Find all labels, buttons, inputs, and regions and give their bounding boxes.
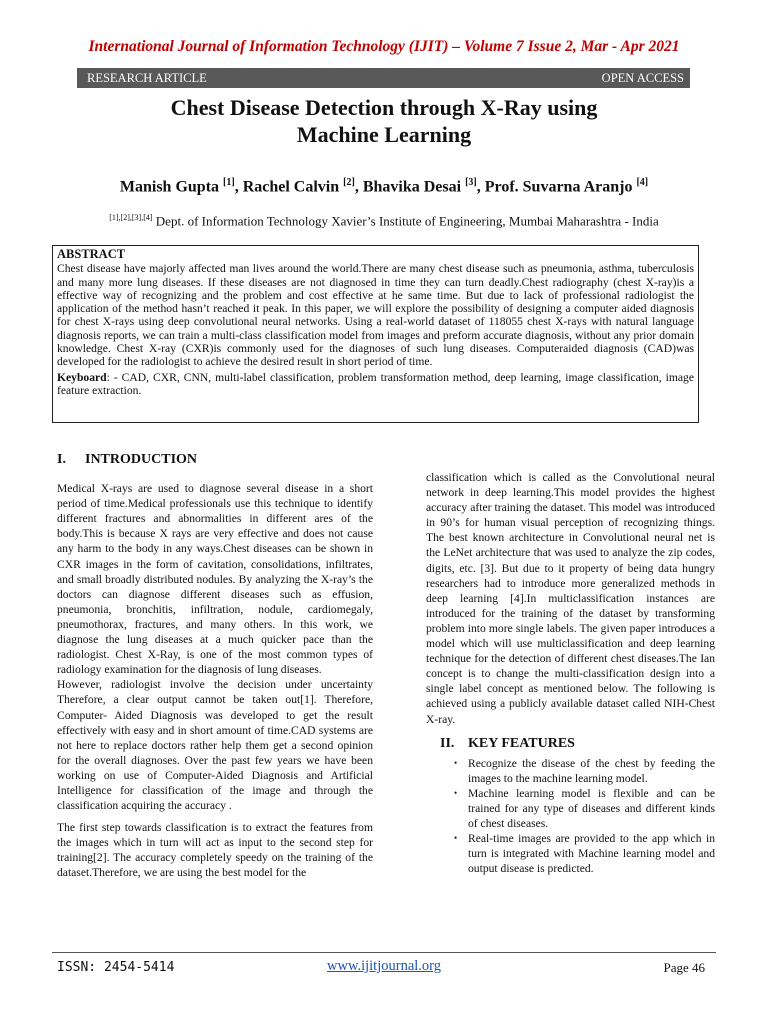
author-name: Rachel Calvin <box>242 178 344 196</box>
section-title: KEY FEATURES <box>468 735 575 751</box>
list-item: • Machine learning model is flexible and can be trained for any type of diseases and different kinds of chest diseases. <box>452 786 715 831</box>
abstract-heading: ABSTRACT <box>57 247 126 261</box>
title-line-2: Machine Learning <box>296 122 472 147</box>
left-column <box>57 452 373 881</box>
section-title: INTRODUCTION <box>85 452 198 467</box>
section-heading-introduction <box>57 452 373 467</box>
author-name: Manish Gupta <box>119 178 224 196</box>
author-sep: , <box>476 178 485 196</box>
list-item: • Real-time images are provided to the app which in turn is integrated with Machine learning model and output disease is predicted. <box>452 831 715 876</box>
abstract-box <box>52 245 699 423</box>
intro-paragraph-4: classification which is called as the Convolutional neural network in deep learning.This model provides the highest accuracy after training the dataset. This model was introduced in 90’s for human visual perception of recognizing things. The best known architecture in Convolutional neural net is the LeNet architecture that was used to analyze the zip codes, digits, etc. [3]. But due to it property of being data hungry researchers had to introduce more generalized methods in deep learning [4].In multiclassification instances are introduced for the training of the dataset by transforming problem into more single labels. The given paper introduces a model which will use multiclassification and deep learning technique for the detection of different chest diseases.The Ian concept is to change the multi-classification design into a single label concept as mentioned below. The following is achieved using a publicly available dataset called NIH-Chest X-ray. <box>426 471 715 726</box>
page-number: Page 46 <box>663 960 705 975</box>
section-number: II. <box>440 735 455 751</box>
author-sep: , <box>354 178 363 196</box>
section-number: I. <box>57 452 66 467</box>
right-column <box>426 470 715 876</box>
paper-title <box>0 94 768 148</box>
keywords-text: : - CAD, CXR, CNN, multi-label classification, problem transformation method, deep learning, image classification, image feature extraction. <box>57 370 694 397</box>
affiliation-text: Dept. of Information Technology Xavier’s Institute of Engineering, Mumbai Maharashtra - India <box>152 213 659 229</box>
author-name: Prof. Suvarna Aranjo <box>484 178 637 196</box>
author-ref: [3] <box>465 177 477 188</box>
section-heading-key-features <box>440 736 715 751</box>
author-ref: [1] <box>223 177 235 188</box>
intro-paragraph-2: However, radiologist involve the decision under uncertainty Therefore, a clear output cannot be taken out[1]. Therefore, Computer- Aided Diagnosis was developed to get the result effectively with easy and in short amount of time.CAD systems are not here to replace doctors rather help them get a second opinion for the overall diagnoses. Over the past few years we have been working on use of Computer-Aided Diagnosis and Artificial Intelligence for classification of the image and through the classification acquiring the accuracy . <box>57 678 373 813</box>
author-ref: [2] <box>343 177 355 188</box>
keywords-label: Keyboard <box>57 370 107 384</box>
affiliation <box>0 213 768 229</box>
author-name: Bhavika Desai <box>362 178 466 196</box>
list-item: • Recognize the disease of the chest by feeding the images to the machine learning model. <box>452 756 715 786</box>
abstract-body: Chest disease have majorly affected man lives around the world.There are many chest disease such as pneumonia, asthma, tuberculosis and many more lung diseases. If these diseases are not diagnosed in time they can turn deadly.Chest radiography (chest X-ray)is a effective way of recognizing and the problem and cost effective at he same time. But due to lack of professional radiologist the application of the method hasn’t reached it peak. In this paper, we will explore the possibility of designing a computer aided diagnosis for chest X-rays using deep convolutional neural networks. Using a real-world dataset of 118055 chest X-rays with natural language diagnosis reports, we can train a multi-class classification model from images and preform accurate diagnosis, without any prior domain knowledge. Chest X-ray (CXR)is commonly used for the diagnoses of such lung diseases. Computeraided diagnosis (CAD)was developed for the radiologist to achieve the desired result in short period of time. <box>57 262 694 369</box>
keywords <box>57 371 694 398</box>
affiliation-refs: [1],[2],[3],[4] <box>109 213 153 222</box>
intro-paragraph-1: Medical X-rays are used to diagnose several disease in a short period of time.Medical professionals use this technique to identify different fractures and abnormalities in different ares of the body.This is because X rays are very effective and does not cause any harm to the body in any ways.Chest diseases can be shown in CXR images in the form of cavitation, consolidations, infiltrates, and small broadly distributed nodules. By analyzing the X-ray’s the doctors can diagnose different diseases such as effusion, pneumonia, bronchitis, infiltration, nodule, cardiomegaly, pneumothorax, fractures, and many others. In this work, we diagnose the lung diseases at a much quicker pace than the radiologist. Chest X-Ray, is one of the most common types of radiology examination for the diagnosis of lung diseases. <box>57 482 373 677</box>
research-article-label: RESEARCH ARTICLE <box>87 71 207 85</box>
open-access-label: OPEN ACCESS <box>601 71 684 85</box>
journal-header: International Journal of Information Technology (IJIT) – Volume 7 Issue 2, Mar - Apr 2021 <box>88 38 680 55</box>
footer-divider <box>52 952 716 953</box>
author-sep: , <box>234 178 243 196</box>
author-ref: [4] <box>636 177 649 188</box>
key-features-list <box>426 756 715 877</box>
title-line-1: Chest Disease Detection through X-Ray using <box>170 95 598 120</box>
issn: ISSN: 2454-5414 <box>57 960 175 975</box>
intro-paragraph-3: The first step towards classification is to extract the features from the images which in turn will act as input to the second step for training[2]. The accuracy completely speedy on the training of the dataset.Therefore, we are using the best model for the <box>57 821 373 880</box>
author-list <box>0 177 768 196</box>
article-type-bar <box>77 68 690 88</box>
journal-website-link[interactable]: www.ijitjournal.org <box>327 958 441 974</box>
